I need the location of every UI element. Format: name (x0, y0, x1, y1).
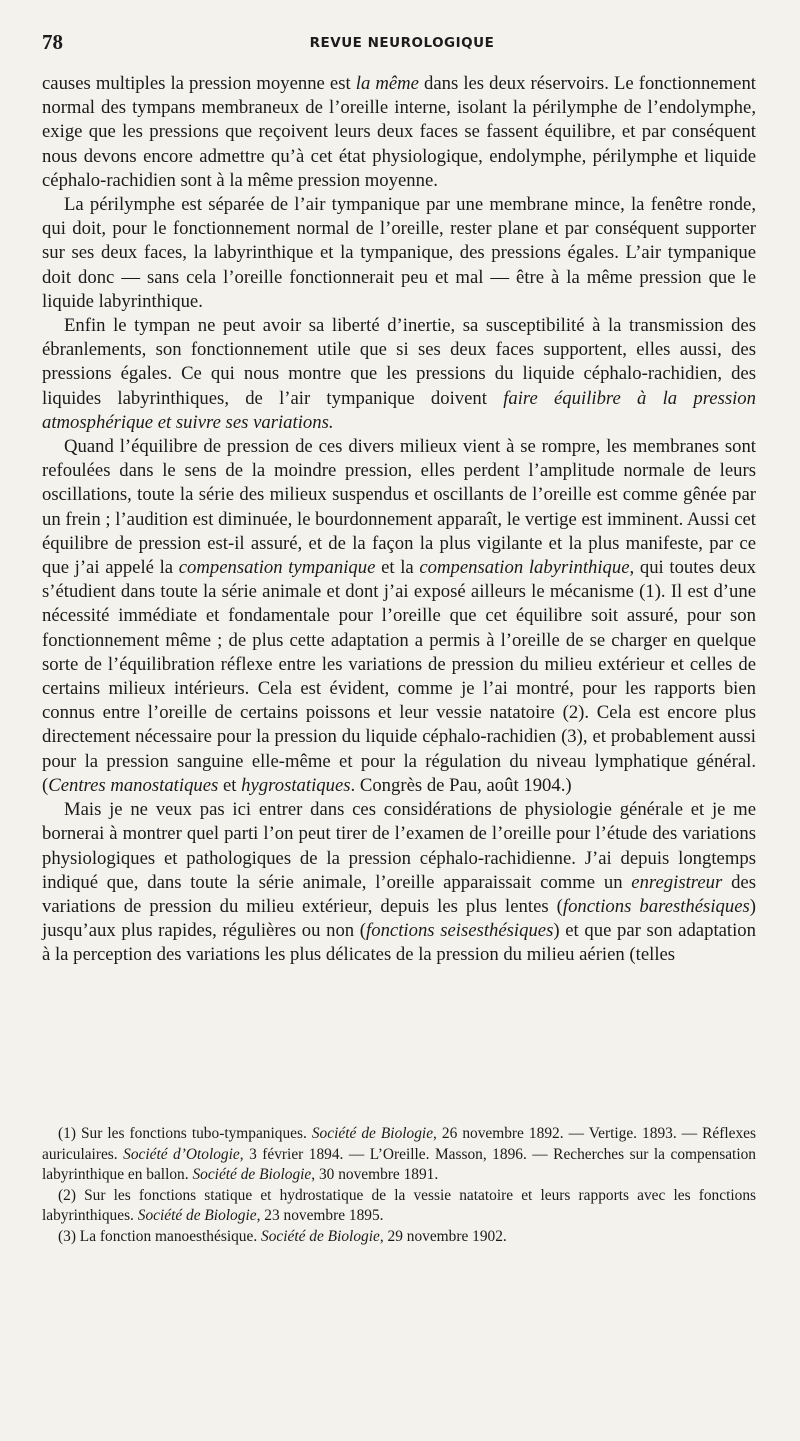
italic-run: fonctions baresthésiques (562, 895, 750, 917)
footnotes (42, 1124, 756, 1248)
page-number: 78 (42, 30, 63, 54)
italic-run: compensation labyrinthique (419, 557, 630, 579)
text-run: dans les deux réservoirs. Le fonctionnement normal des tympans membraneux de l’oreille interne, isolant la périlymphe de l’endolymphe, exige que les pressions que reçoivent leurs deux faces se fassent équilibre, et par conséquent nous devons encore admettre qu’à cet état physiologique, endolymphe, périlymphe et liquide céphalo-rachidien sont à la même pression moyenne. (42, 73, 756, 191)
text-run: (1) Sur les fonctions tubo-tympaniques. (58, 1125, 312, 1142)
text-run: Quand l’équilibre de pression de ces divers milieux vient à se rompre, les membranes sont refoulées dans le sens de la moindre pression, elles perdent l’amplitude normale de leurs oscillations, toute la série des milieux suspendus et oscillants de l’oreille est comme gênée par un frein ; l’audition est diminuée, le bourdonnement apparaît, le vertige est imminent. Aussi cet équilibre de pression est-il assuré, et de la façon la plus vigilante et la plus manifeste, par ce que j’ai appelé la (42, 436, 756, 579)
italic-run: faire équilibre à la pression atmosphérique et suivre ses variations. (42, 387, 756, 433)
text-run: Mais je ne veux pas ici entrer dans ces considérations de physiologie générale et je me bornerai à montrer quel parti l’on peut tirer de l’examen de l’oreille pour l’étude des variations physiologiques et pathologiques de la pression céphalo-rachidienne. J’ai depuis longtemps indiqué que, dans toute la série animale, l’oreille apparaissait comme un (42, 799, 756, 893)
footnote-1 (42, 1124, 756, 1186)
body-text (42, 72, 756, 968)
page-header (42, 30, 762, 56)
paragraph-5 (42, 798, 756, 967)
text-run: , 29 novembre 1902. (379, 1227, 507, 1245)
text-run: et (218, 774, 242, 796)
italic-run: la même (355, 73, 419, 94)
italic-run: Société d’Otologie (123, 1145, 240, 1163)
text-run: , qui toutes deux s’étudient dans toute la série animale et dont j’ai exposé ailleurs le mécanisme (1). Il est d’une nécessité immédiate et fondamentale pour l’oreille que cet équilibre soit assuré, pour son fonctionnement même ; de plus cette adaptation a permis à l’oreille de se charger en quelque sorte de l’équilibration réflexe entre les variations de pression du milieu extérieur et celles de certains milieux intérieurs. Cela est évident, comme je l’ai montré, pour les rapports bien connus entre l’oreille de certains poissons et leur vessie natatoire (2). Cela est encore plus directement nécessaire pour la pression du liquide céphalo-rachidien (3), et probablement aussi pour la pression sanguine elle-même et pour la régulation du niveau lymphatique général. ( (42, 557, 757, 796)
text-run: La périlymphe est séparée de l’air tympanique par une membrane mince, la fenêtre ronde, qui doit, pour le fonctionnement normal de l’oreille, rester plane et par conséquent supporter sur ses deux faces, la labyrinthique et la tympanique, des pressions égales. L’air tympanique doit donc — sans cela l’oreille fonctionnerait peu et mal — être à la même pression que le liquide labyrinthique. (42, 194, 756, 312)
text-run: Enfin le tympan ne peut avoir sa liberté d’inertie, sa susceptibilité à la transmission des ébranlements, son fonctionnement utile que si ses deux faces supportent, elles aussi, des pressions égales. Ce qui nous montre que les pressions du liquide céphalo-rachidien, des liquides labyrinthiques, de l’air tympanique doivent (42, 315, 756, 409)
text-run: ) et que par son adaptation à la perception des variations les plus délicates de la pression du milieu aérien (telles (42, 920, 756, 966)
paragraph-2 (42, 193, 756, 314)
italic-run: fonctions seisesthésiques (366, 920, 554, 942)
text-run: , 30 novembre 1891. (311, 1166, 439, 1184)
italic-run: compensation tympanique (178, 557, 376, 579)
footnote-2 (42, 1186, 756, 1227)
italic-run: Société de Biologie (311, 1125, 434, 1142)
paragraph-3 (42, 314, 756, 435)
running-head: REVUE NEUROLOGIQUE (309, 35, 495, 51)
italic-run: Centres manostatiques (48, 774, 219, 796)
text-run: causes multiples la pression moyenne est (42, 73, 356, 94)
paragraph-4 (42, 435, 756, 798)
text-run: (2) Sur les fonctions statique et hydrostatique de la vessie natatoire et leurs rapports avec les fonctions labyrinthiques. (42, 1186, 756, 1225)
text-run: , 26 novembre 1892. — Vertige. 1893. — Réflexes auriculaires. (42, 1125, 756, 1163)
italic-run: hygrostatiques (241, 774, 351, 796)
text-run: (3) La fonction manoesthésique. (58, 1227, 262, 1245)
italic-run: Société de Biologie (137, 1207, 257, 1225)
italic-run: Société de Biologie (192, 1166, 312, 1184)
italic-run: enregistreur (631, 871, 723, 893)
italic-run: Société de Biologie (261, 1227, 380, 1245)
paragraph-1 (42, 72, 756, 193)
text-run: et la (375, 557, 420, 579)
text-run: . Congrès de Pau, août 1904.) (350, 774, 572, 796)
text-run: , 3 février 1894. — L’Oreille. Masson, 1896. — Recherches sur la compensation labyrinthique en ballon. (42, 1145, 756, 1184)
text-run: , 23 novembre 1895. (256, 1207, 384, 1225)
text-run: ) jusqu’aux plus rapides, régulières ou non ( (42, 895, 757, 942)
footnote-3 (42, 1227, 756, 1248)
text-run: des variations de pression du milieu extérieur, depuis les plus lentes ( (42, 871, 756, 917)
